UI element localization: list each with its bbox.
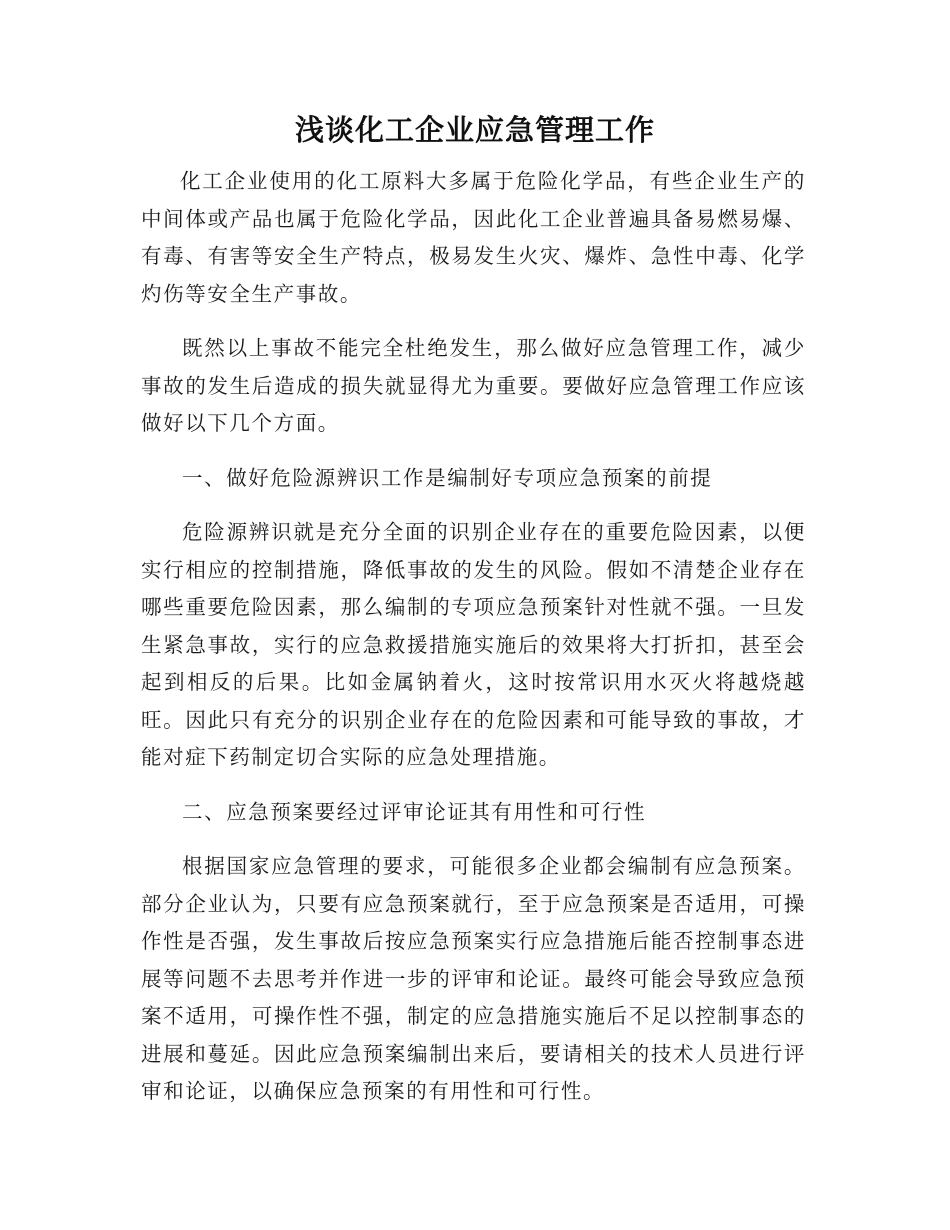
- paragraph-intro: 化工企业使用的化工原料大多属于危险化学品，有些企业生产的中间体或产品也属于危险化学品，因此化工企业普遍具备易燃易爆、有毒、有害等安全生产特点，极易发生火灾、爆炸、急性中毒、化学灼伤等安全生产事故。: [141, 169, 806, 306]
- section-heading-1: 一、做好危险源辨识工作是编制好专项应急预案的前提: [182, 465, 713, 490]
- paragraph-hazard-identification: 危险源辨识就是充分全面的识别企业存在的重要危险因素，以便实行相应的控制措施，降低事故的发生的风险。假如不清楚企业存在哪些重要危险因素，那么编制的专项应急预案针对性就不强。一旦发生紧急事故，实行的应急救援措施实施后的效果将大打折扣，甚至会起到相反的后果。比如金属钠着火，这时按常识用水灭火将越烧越旺。因此只有充分的识别企业存在的危险因素和可能导致的事故，才能对症下药制定切合实际的应急处理措施。: [141, 520, 806, 769]
- document-body: [141, 163, 806, 1111]
- section-heading-2: 二、应急预案要经过评审论证其有用性和可行性: [182, 799, 647, 824]
- paragraph-plan-review: 根据国家应急管理的要求，可能很多企业都会编制有应急预案。部分企业认为，只要有应急预案就行，至于应急预案是否适用，可操作性是否强，发生事故后按应急预案实行应急措施后能否控制事态进展等问题不去思考并作进一步的评审和论证。最终可能会导致应急预案不适用，可操作性不强，制定的应急措施实施后不足以控制事态的进展和蔓延。因此应急预案编制出来后，要请相关的技术人员进行评审和论证，以确保应急预案的有用性和可行性。: [141, 854, 806, 1103]
- document-title: 浅谈化工企业应急管理工作: [294, 113, 655, 147]
- paragraph-importance: 既然以上事故不能完全杜绝发生，那么做好应急管理工作，减少事故的发生后造成的损失就显得尤为重要。要做好应急管理工作应该做好以下几个方面。: [141, 336, 806, 435]
